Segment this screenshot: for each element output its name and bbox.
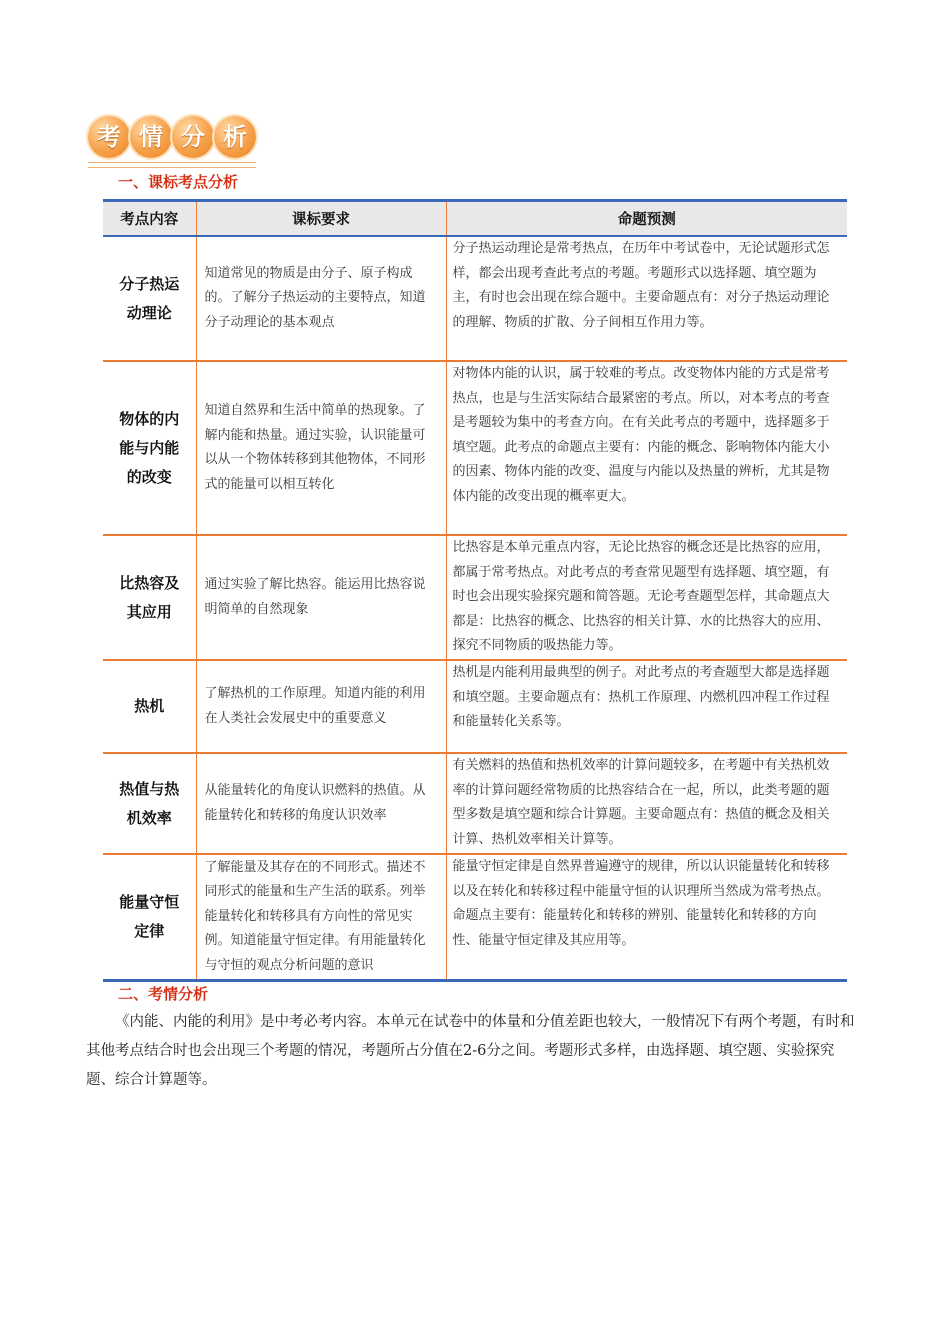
cell-point: 热机: [103, 660, 196, 753]
cell-prediction: 能量守恒定律是自然界普遍遵守的规律，所以认识能量转化和转移以及在转化和转移过程中能量守恒的认识理所当然成为常考热点。命题点主要有：能量转化和转移的辨别、能量转化和转移的方向性、能量守恒定律及其应用等。: [446, 854, 847, 980]
cell-requirement: 知道自然界和生活中简单的热现象。了解内能和热量。通过实验，认识能量可以从一个物体转移到其他物体，不同形式的能量可以相互转化: [196, 361, 446, 535]
cell-requirement: 了解能量及其存在的不同形式。描述不同形式的能量和生产生活的联系。列举能量转化和转移具有方向性的常见实例。知道能量守恒定律。有用能量转化与守恒的观点分析问题的意识: [196, 854, 446, 980]
badge-char: 分: [172, 116, 214, 158]
badge-char: 情: [130, 116, 172, 158]
table-row: [103, 854, 847, 980]
cell-requirement: 从能量转化的角度认识燃料的热值。从能量转化和转移的角度认识效率: [196, 753, 446, 854]
cell-prediction: 热机是内能利用最典型的例子。对此考点的考查题型大都是选择题和填空题。主要命题点有：热机工作原理、内燃机四冲程工作过程和能量转化关系等。: [446, 660, 847, 753]
badge-underline: [88, 162, 256, 168]
table-header-row: [103, 201, 847, 237]
cell-prediction: 对物体内能的认识，属于较难的考点。改变物体内能的方式是常考热点，也是与生活实际结合最紧密的考点。所以，对本考点的考查是考题较为集中的考查方向。在有关此考点的考题中，选择题多于填空题。此考点的命题点主要有：内能的概念、影响物体内能大小的因素、物体内能的改变、温度与内能以及热量的辨析，尤其是物体内能的改变出现的概率更大。: [446, 361, 847, 535]
cell-requirement: 了解热机的工作原理。知道内能的利用在人类社会发展史中的重要意义: [196, 660, 446, 753]
cell-point: 能量守恒定律: [103, 854, 196, 980]
analysis-paragraph: 《内能、内能的利用》是中考必考内容。本单元在试卷中的体量和分值差距也较大，一般情况下有两个考题，有时和其他考点结合时也会出现三个考题的情况，考题所占分值在2-6分之间。考题形式多样，由选择题、填空题、实验探究题、综合计算题等。: [86, 1014, 855, 1088]
section-title-2: 二、考情分析: [118, 985, 209, 1003]
table-row: [103, 535, 847, 660]
table-row: [103, 236, 847, 361]
cell-prediction: 分子热运动理论是常考热点，在历年中考试卷中，无论试题形式怎样，都会出现考查此考点的考题。考题形式以选择题、填空题为主，有时也会出现在综合题中。主要命题点有：对分子热运动理论的理解、物质的扩散、分子间相互作用力等。: [446, 236, 847, 361]
table-row: [103, 753, 847, 854]
section-badge: [86, 112, 258, 170]
cell-prediction: 有关燃料的热值和热机效率的计算问题较多，在考题中有关热机效率的计算问题经常物质的比热容结合在一起，所以，此类考题的题型多数是填空题和综合计算题。主要命题点有：热值的概念及相关计算、热机效率相关计算等。: [446, 753, 847, 854]
cell-point: 物体的内能与内能的改变: [103, 361, 196, 535]
table-row: [103, 660, 847, 753]
column-header-prediction: 命题预测: [446, 201, 847, 237]
curriculum-table: [103, 199, 847, 982]
cell-point: 热值与热机效率: [103, 753, 196, 854]
section-title-1: 一、课标考点分析: [118, 173, 239, 191]
badge-char: 考: [88, 116, 130, 158]
cell-point: 分子热运动理论: [103, 236, 196, 361]
badge-char: 析: [214, 116, 256, 158]
cell-prediction: 比热容是本单元重点内容，无论比热容的概念还是比热容的应用，都属于常考热点。对此考点的考查常见题型有选择题、填空题，有时也会出现实验探究题和简答题。无论考查题型怎样，其命题点大都是：比热容的概念、比热容的相关计算、水的比热容大的应用、探究不同物质的吸热能力等。: [446, 535, 847, 660]
cell-requirement: 通过实验了解比热容。能运用比热容说明简单的自然现象: [196, 535, 446, 660]
column-header-requirement: 课标要求: [196, 201, 446, 237]
cell-point: 比热容及其应用: [103, 535, 196, 660]
cell-requirement: 知道常见的物质是由分子、原子构成的。了解分子热运动的主要特点，知道分子动理论的基本观点: [196, 236, 446, 361]
column-header-point: 考点内容: [103, 201, 196, 237]
table-row: [103, 361, 847, 535]
